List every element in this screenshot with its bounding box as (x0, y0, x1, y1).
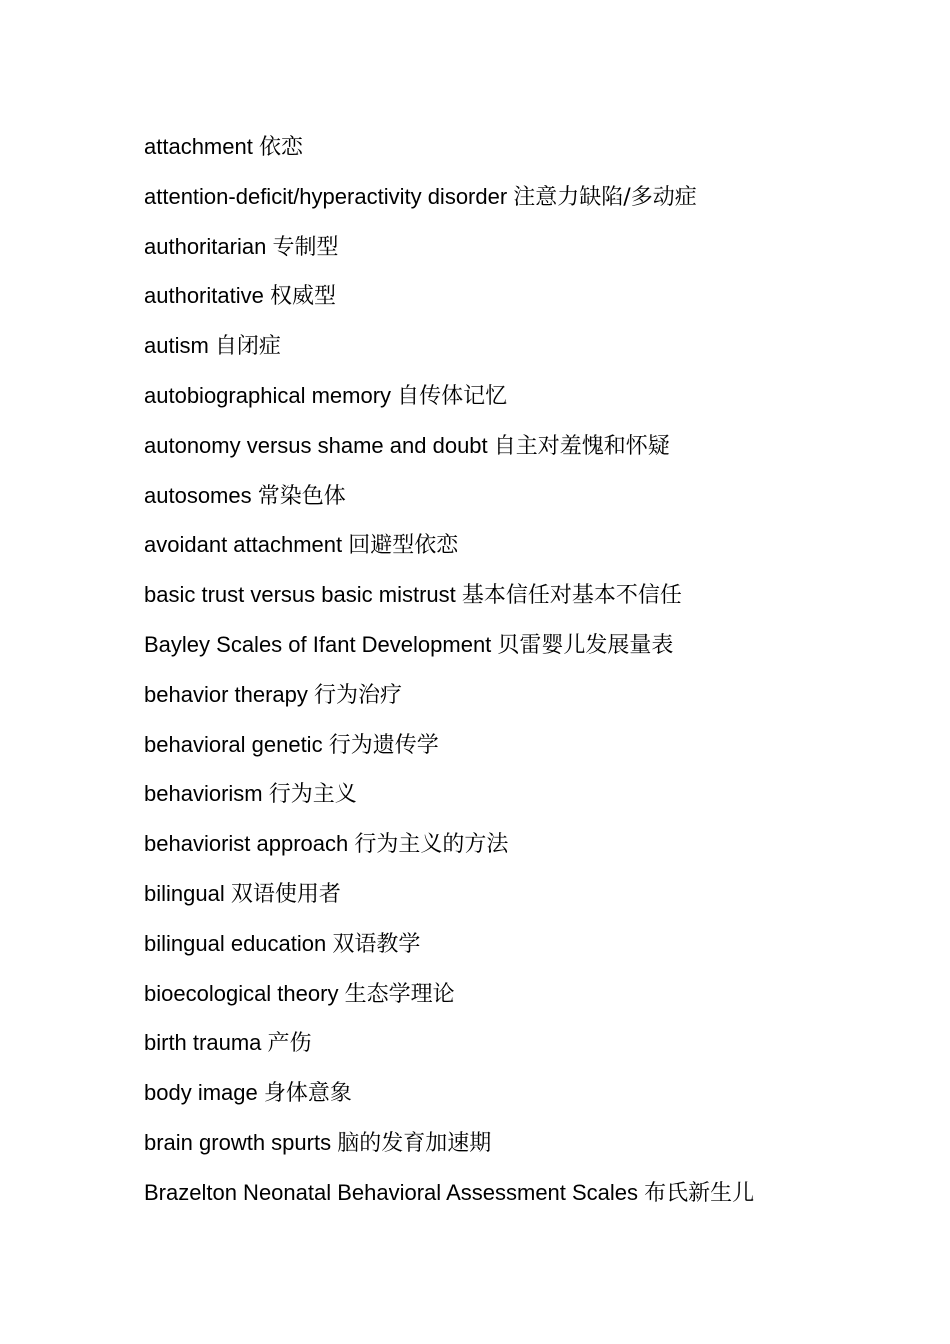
entry-term: birth trauma (144, 1030, 262, 1056)
entry-translation: 生态学理论 (344, 981, 455, 1007)
glossary-entry (144, 628, 924, 678)
entry-translation: 贝雷婴儿发展量表 (497, 632, 674, 658)
entry-term: attachment (144, 134, 253, 159)
glossary-entry (144, 329, 924, 379)
entry-term: autonomy versus shame and doubt (144, 432, 488, 458)
glossary-entry (144, 877, 924, 927)
entry-term: bilingual (144, 880, 225, 906)
entry-translation: 基本信任对基本不信任 (461, 583, 682, 609)
glossary-entry (144, 578, 924, 628)
entry-term: bioecological theory (144, 980, 339, 1006)
glossary-entry (144, 1026, 924, 1076)
entry-translation: 布氏新生儿 (644, 1180, 755, 1206)
glossary-entry (144, 429, 924, 479)
entry-translation: 自主对羞愧和怀疑 (493, 433, 670, 459)
entry-term: autism (144, 333, 209, 359)
glossary-entry (144, 1176, 924, 1226)
entry-translation: 行为遗传学 (328, 732, 439, 758)
entry-term: behaviorist approach (144, 831, 349, 857)
entry-translation: 脑的发育加速期 (337, 1130, 492, 1156)
entry-translation: 权威型 (269, 284, 336, 310)
entry-term: Bayley Scales of Ifant Development (144, 631, 492, 657)
entry-translation: 双语教学 (332, 931, 421, 957)
glossary-entry (144, 678, 924, 728)
glossary-entry (144, 977, 924, 1027)
entry-term: autosomes (144, 482, 252, 508)
glossary-entry (144, 180, 924, 230)
entry-translation: 身体意象 (263, 1081, 352, 1107)
entry-term: authoritarian (144, 233, 267, 259)
entry-translation: 自传体记忆 (397, 383, 508, 409)
entry-term: autobiographical memory (144, 382, 392, 408)
glossary-entry (144, 777, 924, 827)
entry-term: avoidant attachment (144, 532, 343, 558)
glossary-entry (144, 1126, 924, 1176)
glossary-entry (144, 728, 924, 778)
glossary-entry (144, 130, 924, 180)
entry-term: behavioral genetic (144, 731, 323, 757)
entry-translation: 双语使用者 (230, 881, 341, 907)
entry-term: attention-deficit/hyperactivity disorder (144, 183, 508, 209)
entry-term: bilingual education (144, 930, 327, 956)
entry-translation: 依恋 (258, 135, 303, 160)
glossary-entry (144, 379, 924, 429)
glossary-entry (144, 230, 924, 280)
glossary-entry (144, 528, 924, 578)
glossary-entry (144, 827, 924, 877)
entry-translation: 注意力缺陷/多动症 (513, 184, 697, 210)
entry-translation: 专制型 (272, 234, 339, 260)
glossary-entry (144, 279, 924, 329)
entry-term: body image (144, 1080, 258, 1106)
glossary-list (144, 130, 924, 1226)
entry-term: brain growth spurts (144, 1129, 332, 1155)
entry-translation: 行为主义 (268, 782, 357, 808)
entry-term: authoritative (144, 283, 264, 309)
entry-term: Brazelton Neonatal Behavioral Assessment Scales (144, 1179, 639, 1205)
entry-translation: 产伤 (267, 1031, 312, 1057)
entry-term: behavior therapy (144, 681, 308, 707)
glossary-entry (144, 927, 924, 977)
glossary-entry (144, 479, 924, 529)
entry-translation: 常染色体 (257, 483, 346, 509)
entry-translation: 回避型依恋 (348, 533, 459, 559)
entry-translation: 自闭症 (214, 334, 281, 360)
entry-term: basic trust versus basic mistrust (144, 582, 456, 608)
entry-translation: 行为主义的方法 (354, 832, 509, 858)
entry-term: behaviorism (144, 781, 263, 807)
entry-translation: 行为治疗 (314, 682, 403, 708)
glossary-entry (144, 1076, 924, 1126)
